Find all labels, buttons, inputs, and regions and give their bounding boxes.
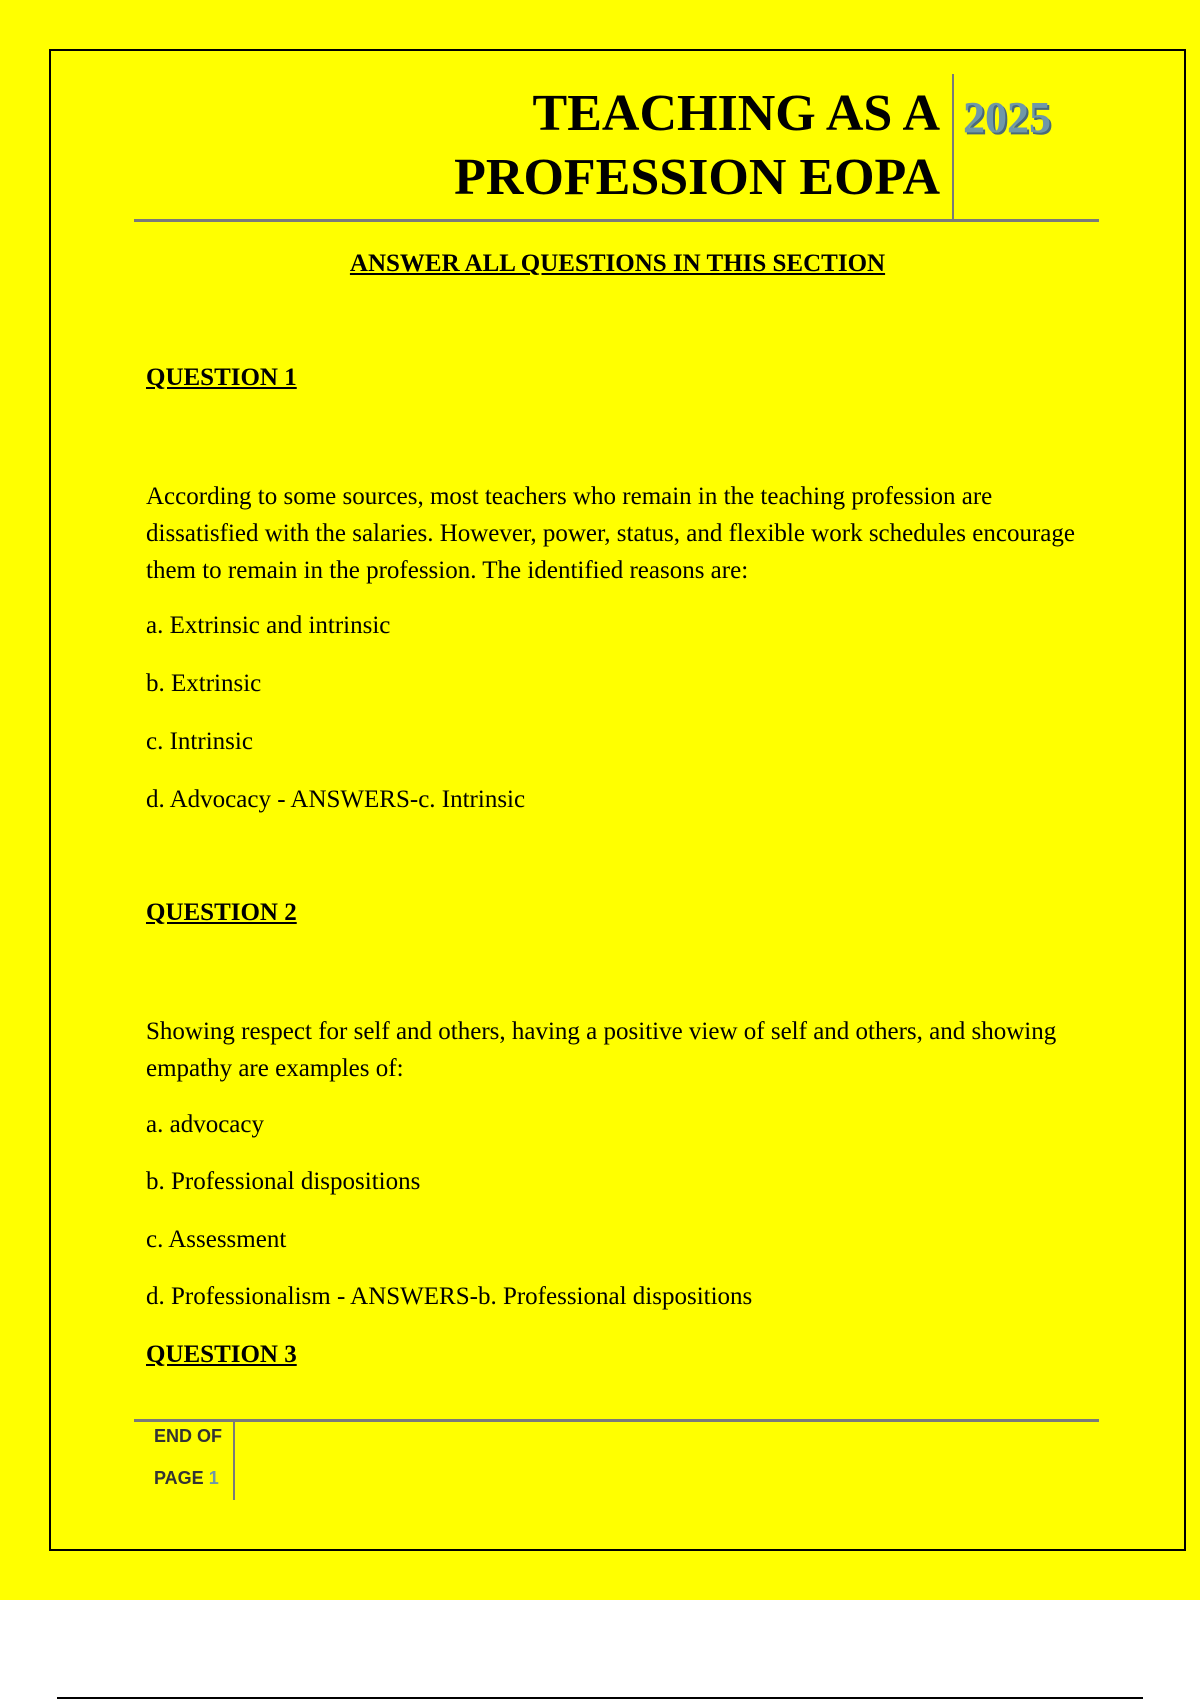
bottom-rule [57,1697,1143,1699]
question-2-heading: QUESTION 2 [146,899,297,926]
question-1-option-a: a. Extrinsic and intrinsic [146,612,391,639]
footer-divider [233,1422,235,1500]
section-heading: ANSWER ALL QUESTIONS IN THIS SECTION [349,250,886,277]
document-title [380,82,940,210]
question-2-option-b: b. Professional dispositions [146,1168,421,1195]
question-1-option-c: c. Intrinsic [146,728,253,755]
question-2-option-d: d. Professionalism - ANSWERS-b. Professional dispositions [146,1283,753,1310]
question-2-option-a: a. advocacy [146,1111,264,1138]
question-1-option-d: d. Advocacy - ANSWERS-c. Intrinsic [146,786,526,813]
question-2-stem: Showing respect for self and others, having a positive view of self and others, and showing empathy are examples of: [146,1018,1057,1082]
title-divider [952,74,954,220]
footer-rule [134,1419,1099,1422]
footer-page-label [154,1468,219,1489]
title-line-2: PROFESSION EOPA [454,149,940,206]
year-label: 2025 [963,93,1051,142]
title-line-1: TEACHING AS A [532,85,940,142]
question-2-option-c: c. Assessment [146,1226,287,1253]
header-rule [134,219,1099,222]
footer-end-of: END OF [154,1426,223,1446]
footer-page-word: PAGE [154,1468,204,1488]
question-1-heading: QUESTION 1 [146,364,297,391]
question-1-option-b: b. Extrinsic [146,670,262,697]
question-3-heading: QUESTION 3 [146,1341,297,1368]
footer-page-number: 1 [208,1468,219,1488]
question-1-stem: According to some sources, most teachers who remain in the teaching profession are dissatisfied with the salaries. However, power, status, and flexible work schedules encourage them to remain in the profession. The identified reasons are: [146,483,1075,584]
